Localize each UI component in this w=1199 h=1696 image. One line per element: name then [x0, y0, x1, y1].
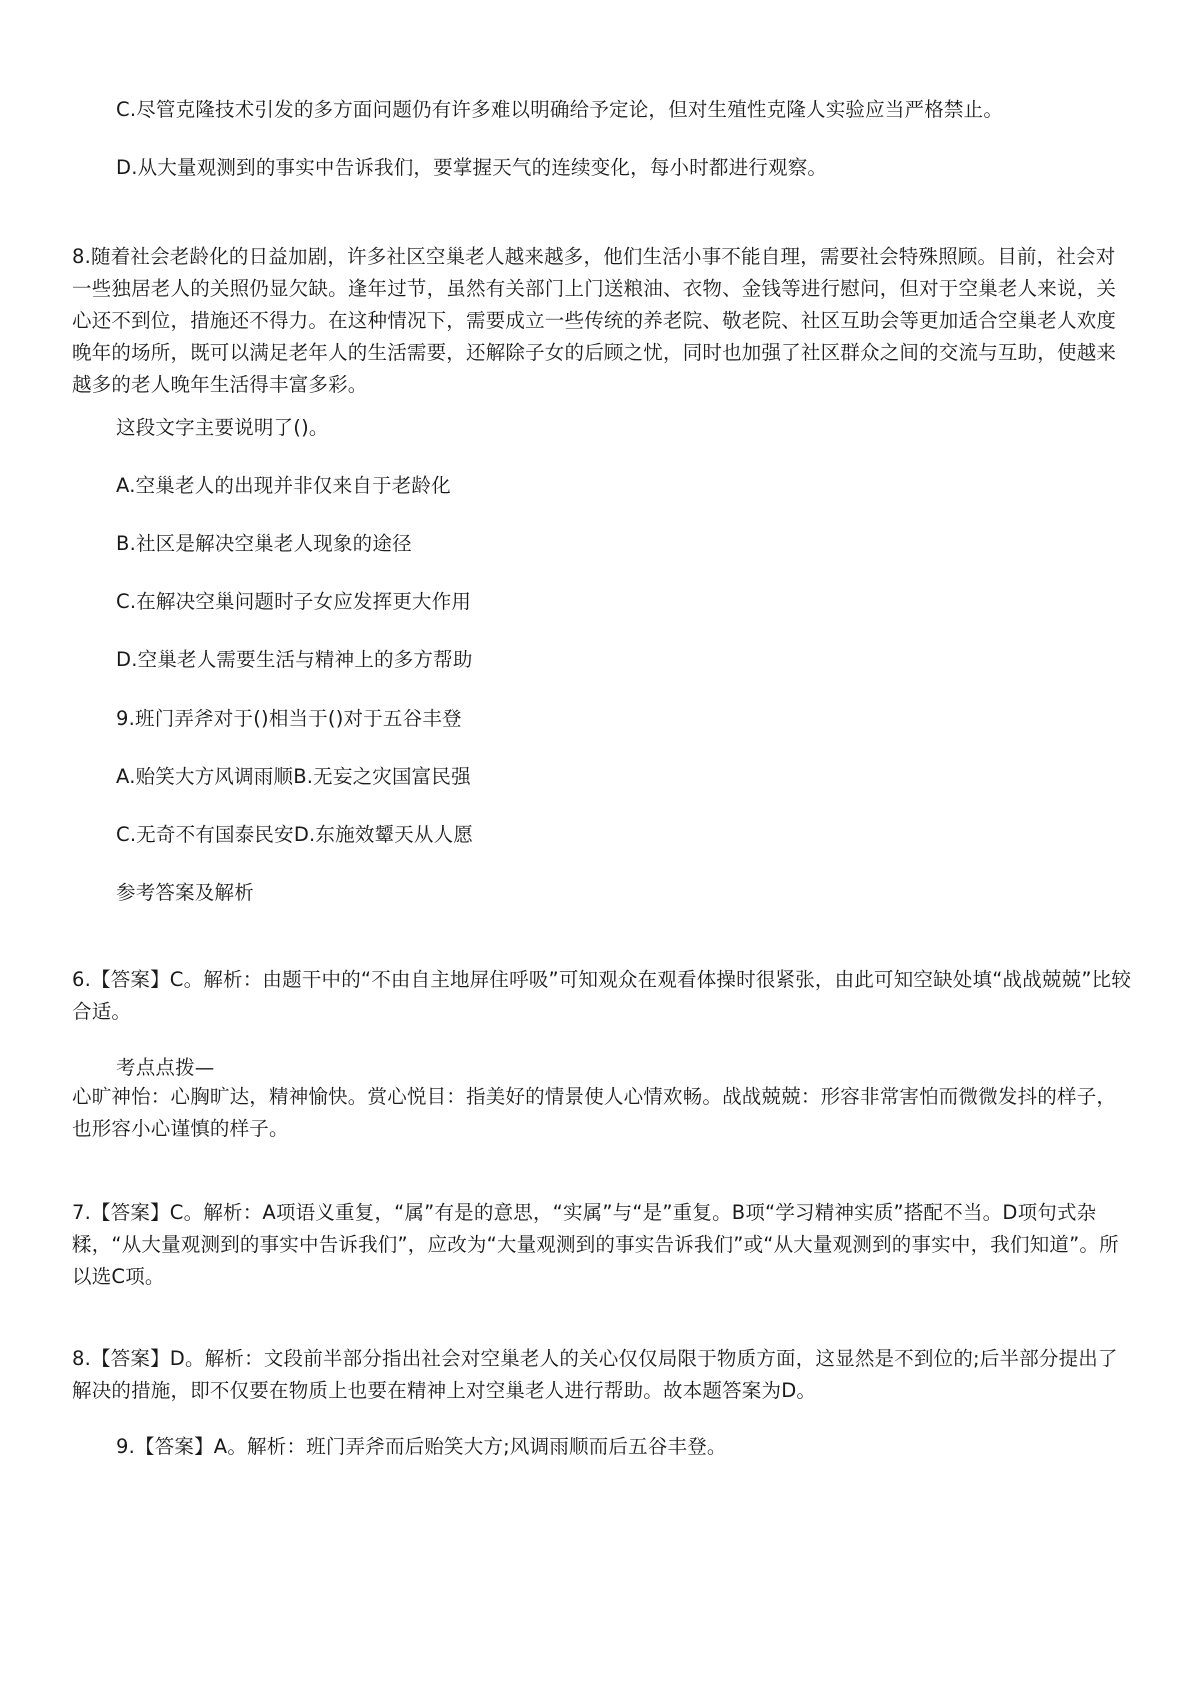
q9-options-cd: C.无奇不有国泰民安D.东施效颦天从人愿	[116, 823, 474, 846]
q7-option-c: C.尽管克隆技术引发的多方面问题仍有许多难以明确给予定论，但对生殖性克隆人实验应当严格禁止。	[116, 98, 1004, 121]
answer-6-tip-body: 心旷神怡：心胸旷达，精神愉快。赏心悦目：指美好的情景使人心情欢畅。战战兢兢：形容非常害怕而微微发抖的样子，也形容小心谨慎的样子。	[72, 1085, 1117, 1140]
q8-option-d: D.空巢老人需要生活与精神上的多方帮助	[116, 648, 473, 671]
q8-option-c: C.在解决空巢问题时子女应发挥更大作用	[116, 590, 472, 613]
q8-option-b: B.社区是解决空巢老人现象的途径	[116, 532, 412, 555]
answers-heading: 参考答案及解析	[116, 881, 254, 904]
answer-9: 9.【答案】A。解析：班门弄斧而后贻笑大方;风调雨顺而后五谷丰登。	[116, 1435, 727, 1458]
q8-question: 这段文字主要说明了()。	[116, 416, 329, 439]
q9-question: 9.班门弄斧对于()相当于()对于五谷丰登	[116, 707, 462, 730]
answer-6: 6.【答案】C。解析：由题干中的“不由自主地屏住呼吸”可知观众在观看体操时很紧张，由此可知空缺处填“战战兢兢”比较合适。	[72, 968, 1132, 1023]
q8-passage: 8.随着社会老龄化的日益加剧，许多社区空巢老人越来越多，他们生活小事不能自理，需要社会特殊照顾。目前，社会对一些独居老人的关照仍显欠缺。逢年过节，虽然有关部门上门送粮油、衣物、金钱等进行慰问，但对于空巢老人来说，关心还不到位，措施还不得力。在这种情况下，需要成立一些传统的养老院、敬老院、社区互助会等更加适合空巢老人欢度晚年的场所，既可以满足老年人的生活需要，还解除子女的后顾之忧，同时也加强了社区群众之间的交流与互助，使越来越多的老人晚年生活得丰富多彩。	[72, 245, 1117, 396]
q8-option-a: A.空巢老人的出现并非仅来自于老龄化	[116, 474, 451, 497]
answer-6-tip-label: 考点点拨—	[116, 1056, 215, 1079]
q7-option-d: D.从大量观测到的事实中告诉我们，要掌握天气的连续变化，每小时都进行观察。	[116, 156, 828, 179]
answer-8: 8.【答案】D。解析：文段前半部分指出社会对空巢老人的关心仅仅局限于物质方面，这显然是不到位的;后半部分提出了解决的措施，即不仅要在物质上也要在精神上对空巢老人进行帮助。故本题答案为D。	[72, 1347, 1118, 1402]
q9-options-ab: A.贻笑大方风调雨顺B.无妄之灾国富民强	[116, 765, 471, 788]
answer-7: 7.【答案】C。解析：A项语义重复，“属”有是的意思，“实属”与“是”重复。B项“学习精神实质”搭配不当。D项句式杂糅，“从大量观测到的事实中告诉我们”，应改为“大量观测到的事实告诉我们”或“从大量观测到的事实中，我们知道”。所以选C项。	[72, 1201, 1119, 1288]
